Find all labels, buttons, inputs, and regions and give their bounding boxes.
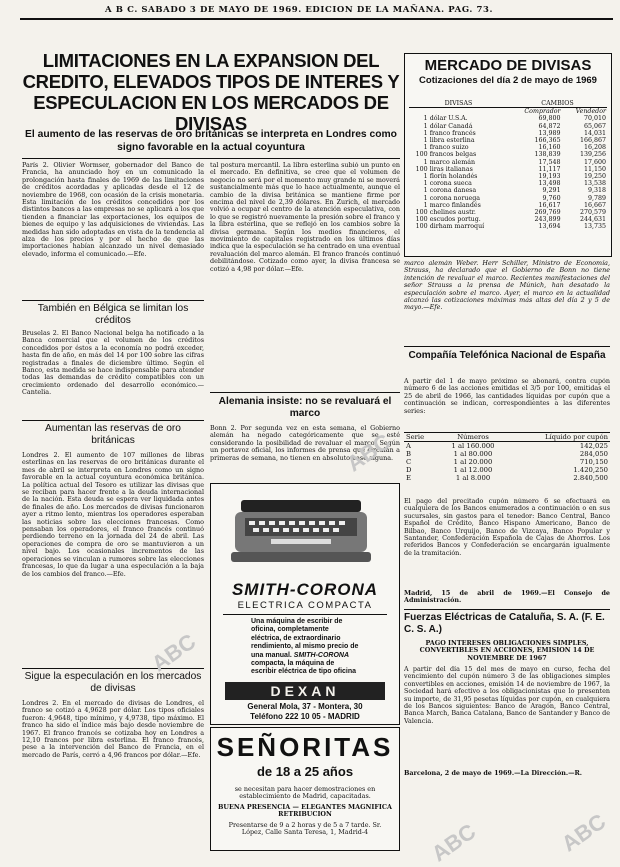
- senoritas-extra: BUENA PRESENCIA — ELEGANTES MAGNIFICA RETRIBUCION: [218, 804, 392, 819]
- col-serie: Serie: [406, 433, 425, 441]
- smith-brand: SMITH-CORONA: [231, 580, 379, 599]
- divisas-title: MERCADO DE DIVISAS: [424, 57, 592, 74]
- divisa-vendedor: 139,256: [579, 151, 606, 159]
- divisa-row: [409, 159, 607, 166]
- divisa-name: florín holandés: [429, 173, 478, 181]
- divisa-units: 1: [423, 144, 428, 152]
- telefonica-title: Compañía Telefónica Nacional de España: [408, 350, 606, 361]
- alemania-title: Alemania insiste: no se revaluará el marco: [218, 396, 392, 419]
- divisa-comprador: 64,872: [538, 122, 561, 130]
- smith-copy-2: compacta, la máquina de escribir eléctrica de tipo oficina: [251, 660, 357, 676]
- divisa-name: dólar U.S.A.: [429, 115, 468, 123]
- divisa-units: 100: [415, 209, 428, 217]
- divisa-row: [409, 144, 607, 151]
- divisa-name: liras italianas: [429, 165, 473, 173]
- divisa-name: franco suizo: [429, 144, 469, 152]
- telefonica-rows: [404, 442, 610, 483]
- serie-liquido: 710,150: [579, 458, 608, 466]
- divisa-units: 1: [423, 173, 428, 181]
- divisa-row: [409, 151, 607, 158]
- col1-rule-3: [22, 668, 204, 669]
- serie-row: [404, 458, 610, 466]
- especulacion-article: Londres 2. En el mercado de divisas de Londres, el franco se cotizó a 4,9628 por dólar. Los tipos oficiales fueron: 4,9648, tipo mínimo, y 4,9738, tipo máximo. El franco ha sido el índice más bajo desde noviembre de 1967. El franco francés se cotizaba hoy en Londres a 12,10 francos por libra esterlina. El franco francés, pese a la intervención del Banco de Francia, en el mercado de París, cerró a 4,96 francos por dólar.—Efe.: [22, 700, 204, 759]
- divisa-comprador: 138,839: [534, 151, 561, 159]
- divisa-vendedor: 13,735: [583, 223, 606, 231]
- divisa-row: [409, 137, 607, 144]
- divisa-vendedor: 9,789: [587, 194, 606, 202]
- divisa-units: 1: [423, 194, 428, 202]
- divisa-units: 1: [423, 180, 428, 188]
- page-header: A B C. SABADO 3 DE MAYO DE 1969. EDICION DE LA MAÑANA. PAG. 73.: [105, 5, 494, 15]
- senoritas-text: se necesitan para hacer demostraciones en establecimiento de Madrid, capacitadas.: [234, 786, 376, 801]
- divisa-name: dirham marroquí: [429, 223, 485, 231]
- col-liquido: Líquido por cupón: [544, 433, 608, 441]
- divisa-comprador: 69,800: [538, 115, 561, 123]
- divisa-units: 1: [423, 187, 428, 195]
- serie-letter: A: [406, 442, 411, 450]
- divisa-name: franco francés: [429, 129, 476, 137]
- divisas-table: [409, 100, 607, 231]
- senoritas-age: de 18 a 25 años: [256, 764, 354, 779]
- divisa-vendedor: 166,867: [579, 137, 606, 145]
- serie-numeros: 1 al 8.000: [455, 474, 491, 482]
- divisa-vendedor: 17,600: [583, 158, 606, 166]
- divisa-vendedor: 14,031: [583, 129, 606, 137]
- divisas-box: [404, 53, 612, 257]
- divisa-comprador: 9,760: [542, 194, 561, 202]
- paris-article: París 2. Olivier Wormser, gobernador del Banco de Francia, ha anunciado hoy en un comunicado la prolongación hasta finales de 1969 de las limitaciones de créditos acordadas y aplicadas desde el 12 de noviembre de 1968, con ocasión de la crisis monetaria. Esta limitación de los créditos concedidos por los distintos bancos a las empresas no se aplicará a los que tienden a financiar las exportaciones, los equipos de bienes de equipo y las adquisiciones de viviendas. Las medidas han sido adoptadas en vista de la tendencia al alza de los precios y por el hecho de que las importaciones habían alcanzado un nivel demasiado elevado, informa el comunicado.—Efe.: [22, 162, 204, 258]
- divisa-units: 100: [415, 223, 428, 231]
- serie-row: [404, 474, 610, 482]
- serie-letter: B: [406, 450, 411, 458]
- divisa-row: [409, 166, 607, 173]
- divisa-row: [409, 130, 607, 137]
- watermark-4: ABC: [341, 428, 396, 477]
- divisa-name: dólar Canadá: [429, 122, 473, 130]
- main-headline: LIMITACIONES EN LA EXPANSION DEL CREDITO, ELEVADOS TIPOS DE INTERES Y ESPECULACION EN LOS MERCADOS DE DIVISAS: [22, 50, 400, 134]
- serie-liquido: 284,050: [579, 450, 608, 458]
- divisa-vendedor: 16,667: [583, 201, 606, 209]
- serie-letter: E: [406, 474, 411, 482]
- smith-rule: [223, 614, 387, 615]
- senoritas-ad: [210, 727, 400, 851]
- divisa-row: [409, 209, 607, 216]
- telefonica-text-2: El pago del precitado cupón número 6 se efectuará en cualquiera de los Bancos enumerados a continuación o en sus sucursales, sin gastos para el tenedor: Banco Central, Banco Español de Crédito, Banco Hispano Americano, Banco de Bilbao, Banco Urquijo, Banco de Vizcaya, Banco Popular y Santander, Confederación Española de Cajas de Ahorros. Los referidos Bancos y Confederación se encargarán igualmente de la tramitación.: [404, 498, 610, 557]
- serie-row: [404, 442, 610, 451]
- serie-row: [404, 466, 610, 474]
- smith-corona-ad: [210, 483, 400, 725]
- divisa-comprador: 16,160: [538, 144, 561, 152]
- senoritas-title: SEÑORITAS: [216, 732, 394, 762]
- divisa-row: [409, 202, 607, 209]
- smith-copy: [251, 618, 361, 677]
- divisa-row: [409, 223, 607, 230]
- divisa-name: escudos portug.: [429, 216, 481, 224]
- divisa-units: 1: [423, 122, 428, 130]
- watermark-3: ABC: [556, 808, 611, 857]
- fecsa-title: Fuerzas Eléctricas de Cataluña, S. A. (F. E. C. S. A.): [404, 612, 605, 635]
- serie-numeros: 1 al 20.000: [453, 458, 493, 466]
- alemania-article: Bonn 2. Por segunda vez en esta semana, el Gobierno alemán ha negado categóricamente que se esté considerando la posibilidad de revaluar el marco. Según un portavoz oficial, los informes de prensa que circulan a primeras de semana, no tienen en absoluto base alguna.: [210, 425, 400, 462]
- divisas-subtitle: Cotizaciones del día 2 de mayo de 1969: [419, 75, 597, 86]
- divisa-comprador: 16,617: [538, 201, 561, 209]
- divisa-row: [409, 115, 607, 122]
- belgica-article: Bruselas 2. El Banco Nacional belga ha notificado a la Banca comercial que el volumen de los créditos concedidos por éstos a la economía no podrá exceder, hasta fin de año, en más del 14 por 100 sobre las cifras registradas a finales de diciembre último. Según el Banco, esta medida se hace indispensable para atender todas las demandas de crédito compatibles con un crecimiento ordenado del desarrollo económico.—Cantelia.: [22, 330, 204, 397]
- divisa-name: corona danesa: [429, 187, 477, 195]
- deck-rule: [22, 158, 400, 159]
- divisa-row: [409, 216, 607, 223]
- col1-rule-2: [22, 420, 204, 421]
- divisa-units: 100: [415, 216, 428, 224]
- smith-copy-brand: SMITH-CORONA: [293, 651, 350, 659]
- col-comprador: Comprador: [524, 108, 561, 116]
- divisa-comprador: 13,694: [538, 223, 561, 231]
- divisa-comprador: 243,899: [534, 216, 561, 224]
- divisa-units: 1: [423, 129, 428, 137]
- serie-row: [404, 450, 610, 458]
- divisa-vendedor: 244,631: [579, 216, 606, 224]
- divisa-vendedor: 270,579: [579, 209, 606, 217]
- divisa-name: chelines austr.: [429, 209, 476, 217]
- divisa-vendedor: 65,067: [583, 122, 606, 130]
- reservas-article: Londres 2. El aumento de 107 millones de libras esterlinas en las reservas de oro británicas durante el mes de abril se interpreta en Londres como un signo favorable en la actual coyuntura económica británica. La política actual del Tesoro es utilizar las divisas que se reciban para hacer frente a la deuda internacional de la nación. Esta deuda se espera ver liquidada antes de finales de año. Los mercados de divisas funcionaron ayer a ritmo lento, mientras los operadores esperaban las noticias sobre las elecciones francesas. Como pensaban los operadores, el franco francés continuó perdiendo terreno en la jornada del 24 de abril. Las operaciones de compra de oro se mantuvieron a un nivel bajo. Los ocasionales incrementos de las operaciones se vinculan a rumores sobre las elecciones francesas, lo que da lugar a una especulación a la baja de los cambios del franco.—Efe.: [22, 452, 204, 578]
- divisa-vendedor: 70,010: [583, 115, 606, 123]
- serie-liquido: 142,025: [579, 442, 608, 450]
- divisa-units: 1: [423, 158, 428, 166]
- divisa-comprador: 13,498: [538, 180, 561, 188]
- col3-rule-2: [404, 609, 610, 610]
- divisa-row: [409, 123, 607, 130]
- divisa-comprador: 19,193: [538, 173, 561, 181]
- especulacion-title: Sigue la especulación en los mercados de divisas: [24, 671, 202, 694]
- col-divisas: DIVISAS: [409, 100, 508, 108]
- divisas-rows: [409, 115, 607, 230]
- divisa-name: corona noruega: [429, 194, 481, 202]
- serie-numeros: 1 al 12.000: [453, 466, 493, 474]
- divisa-name: corona sueca: [429, 180, 472, 188]
- col2-article: tal postura mercantil. La libra esterlina subió un punto en el mercado. En definitiva, se cree que el volumen de negocio no será por el momento muy grande ni se moverá sustancialmente más que lo hace actualmente, aunque el cambio de la divisa británica se mantiene firme por encima del nivel de 2,39 dólares. En Zurich, el mercado volvió a ocupar el centro de la atención especulativa, con lo que se registró nuevamente la presión sobre el franco y la libra esterlina, que se reflejó en los cambios sobre la divisa germana. Según los medios financieros, el movimiento de capitales registrado en los últimos días indica que la especulación se ha centrado en una eventual revaluación del marco alemán. El franco francés continuó debilitándose. Cotizado como ayer, la divisa francesa se cotizó a 4,98 por dólar.—Efe.: [210, 162, 400, 273]
- divisas-continuation: marco alemán Weber. Herr Schiller, Ministro de Economía, Strauss, ha declarado que el Gobierno de Bonn no tiene intención de revaluar el marco. Recientes manifestaciones del señor Strauss a la prensa de Múnich, han desatado la especulación sobre el marco. Ayer, el marco en la actualidad alcanzó las cotizaciones máximas más altas del día 2 y 5 de mayo.—Efe.: [404, 260, 610, 312]
- divisa-units: 1: [423, 115, 428, 123]
- dexan-name: DEXAN: [270, 683, 340, 699]
- divisa-vendedor: 19,250: [583, 173, 606, 181]
- divisa-comprador: 9,291: [542, 187, 561, 195]
- divisa-row: [409, 195, 607, 202]
- divisa-vendedor: 11,150: [583, 165, 606, 173]
- serie-numeros: 1 al 160.000: [451, 442, 495, 450]
- serie-letter: C: [406, 458, 412, 466]
- typewriter-illustration: [211, 486, 397, 582]
- telefonica-table: [404, 432, 610, 482]
- serie-letter: D: [406, 466, 412, 474]
- reservas-title: Aumentan las reservas de oro británicas: [45, 423, 181, 446]
- telefonica-signature: Madrid, 15 de abril de 1969.—El Consejo de Administración.: [404, 590, 610, 605]
- divisa-name: francos belgas: [429, 151, 477, 159]
- fecsa-signature: Barcelona, 2 de mayo de 1969.—La Dirección.—R.: [404, 770, 583, 777]
- divisa-row: [409, 187, 607, 194]
- divisa-comprador: 166,365: [534, 137, 561, 145]
- divisa-units: 1: [423, 201, 428, 209]
- col-vendedor: Vendedor: [575, 108, 606, 116]
- smith-subtitle: ELECTRICA COMPACTA: [237, 600, 373, 611]
- col3-rule-1: [404, 346, 610, 347]
- dexan-logo: [225, 682, 385, 700]
- divisa-row: [409, 180, 607, 187]
- belgica-title: También en Bélgica se limitan los créditos: [37, 303, 189, 326]
- divisa-units: 1: [423, 137, 428, 145]
- fecsa-caps: PAGO INTERESES OBLIGACIONES SIMPLES, CONVERTIBLES EN ACCIONES, EMISION 14 DE NOVIEMBRE DE 1967: [419, 640, 595, 662]
- divisa-comprador: 269,769: [534, 209, 561, 217]
- divisa-vendedor: 9,318: [587, 187, 606, 195]
- serie-liquido: 1.420,250: [573, 466, 608, 474]
- col2-rule: [210, 392, 400, 393]
- telefonica-table-wrap: [404, 432, 610, 482]
- divisa-units: 100: [415, 165, 428, 173]
- watermark-2: ABC: [426, 818, 481, 867]
- telefonica-text-1: A partir del 1 de mayo próximo se abonará, contra cupón número 6 de las acciones emitidas el 3/5 por 100, emitidas el 25 de abril de 1966, las cantidades líquidas por cupón que a continuación se indican, correspondientes a las diferentes series:: [404, 378, 610, 415]
- divisa-comprador: 11,117: [538, 165, 561, 173]
- header-rule: [20, 18, 613, 20]
- col-numeros: Números: [457, 433, 489, 441]
- serie-liquido: 2.840,500: [573, 474, 608, 482]
- divisa-units: 100: [415, 151, 428, 159]
- divisa-comprador: 17,548: [538, 158, 561, 166]
- divisa-vendedor: 16,208: [583, 144, 606, 152]
- divisa-name: libra esterlina: [429, 137, 475, 145]
- col1-rule-1: [22, 300, 204, 301]
- divisa-vendedor: 13,538: [583, 180, 606, 188]
- main-deck: El aumento de las reservas de oro británicas se interpreta en Londres como signo favorable en la actual coyuntura: [25, 129, 397, 153]
- fecsa-text: A partir del día 15 del mes de mayo en curso, fecha del vencimiento del cupón número 3 de las obligaciones simples convertibles en acciones, emisión 14 de noviembre de 1967, la Sociedad hará efectivo a los obligacionistas que lo presenten su importe, de 31,95 pesetas líquidas por cupón, en cualquiera de los Bancos siguientes: Banco de Aragón, Banco Central, Banca March, Banca Catalana, Banco de Santander y Banco de Valencia.: [404, 666, 610, 725]
- senoritas-contact: Presentarse de 9 a 2 horas y de 5 a 7 tarde. Sr. López, Calle Santa Teresa, 1, Madrid-4: [228, 822, 382, 837]
- watermark-1: ABC: [146, 628, 201, 677]
- serie-numeros: 1 al 80.000: [453, 450, 493, 458]
- divisas-table-wrap: [409, 100, 607, 231]
- smith-address-2: Teléfono 222 10 05 - MADRID: [250, 712, 360, 721]
- col-cambios: CAMBIOS: [508, 100, 607, 108]
- smith-address-1: General Mola, 37 - Montera, 30: [247, 702, 363, 711]
- divisa-name: marco finlandés: [429, 201, 481, 209]
- divisa-row: [409, 173, 607, 180]
- divisa-comprador: 13,989: [538, 129, 561, 137]
- divisa-name: marco alemán: [429, 158, 476, 166]
- smith-copy-1: Una máquina de escribir de oficina, completamente eléctrica, de extraordinario rendimiento, al mismo precio de una manual.: [251, 618, 359, 659]
